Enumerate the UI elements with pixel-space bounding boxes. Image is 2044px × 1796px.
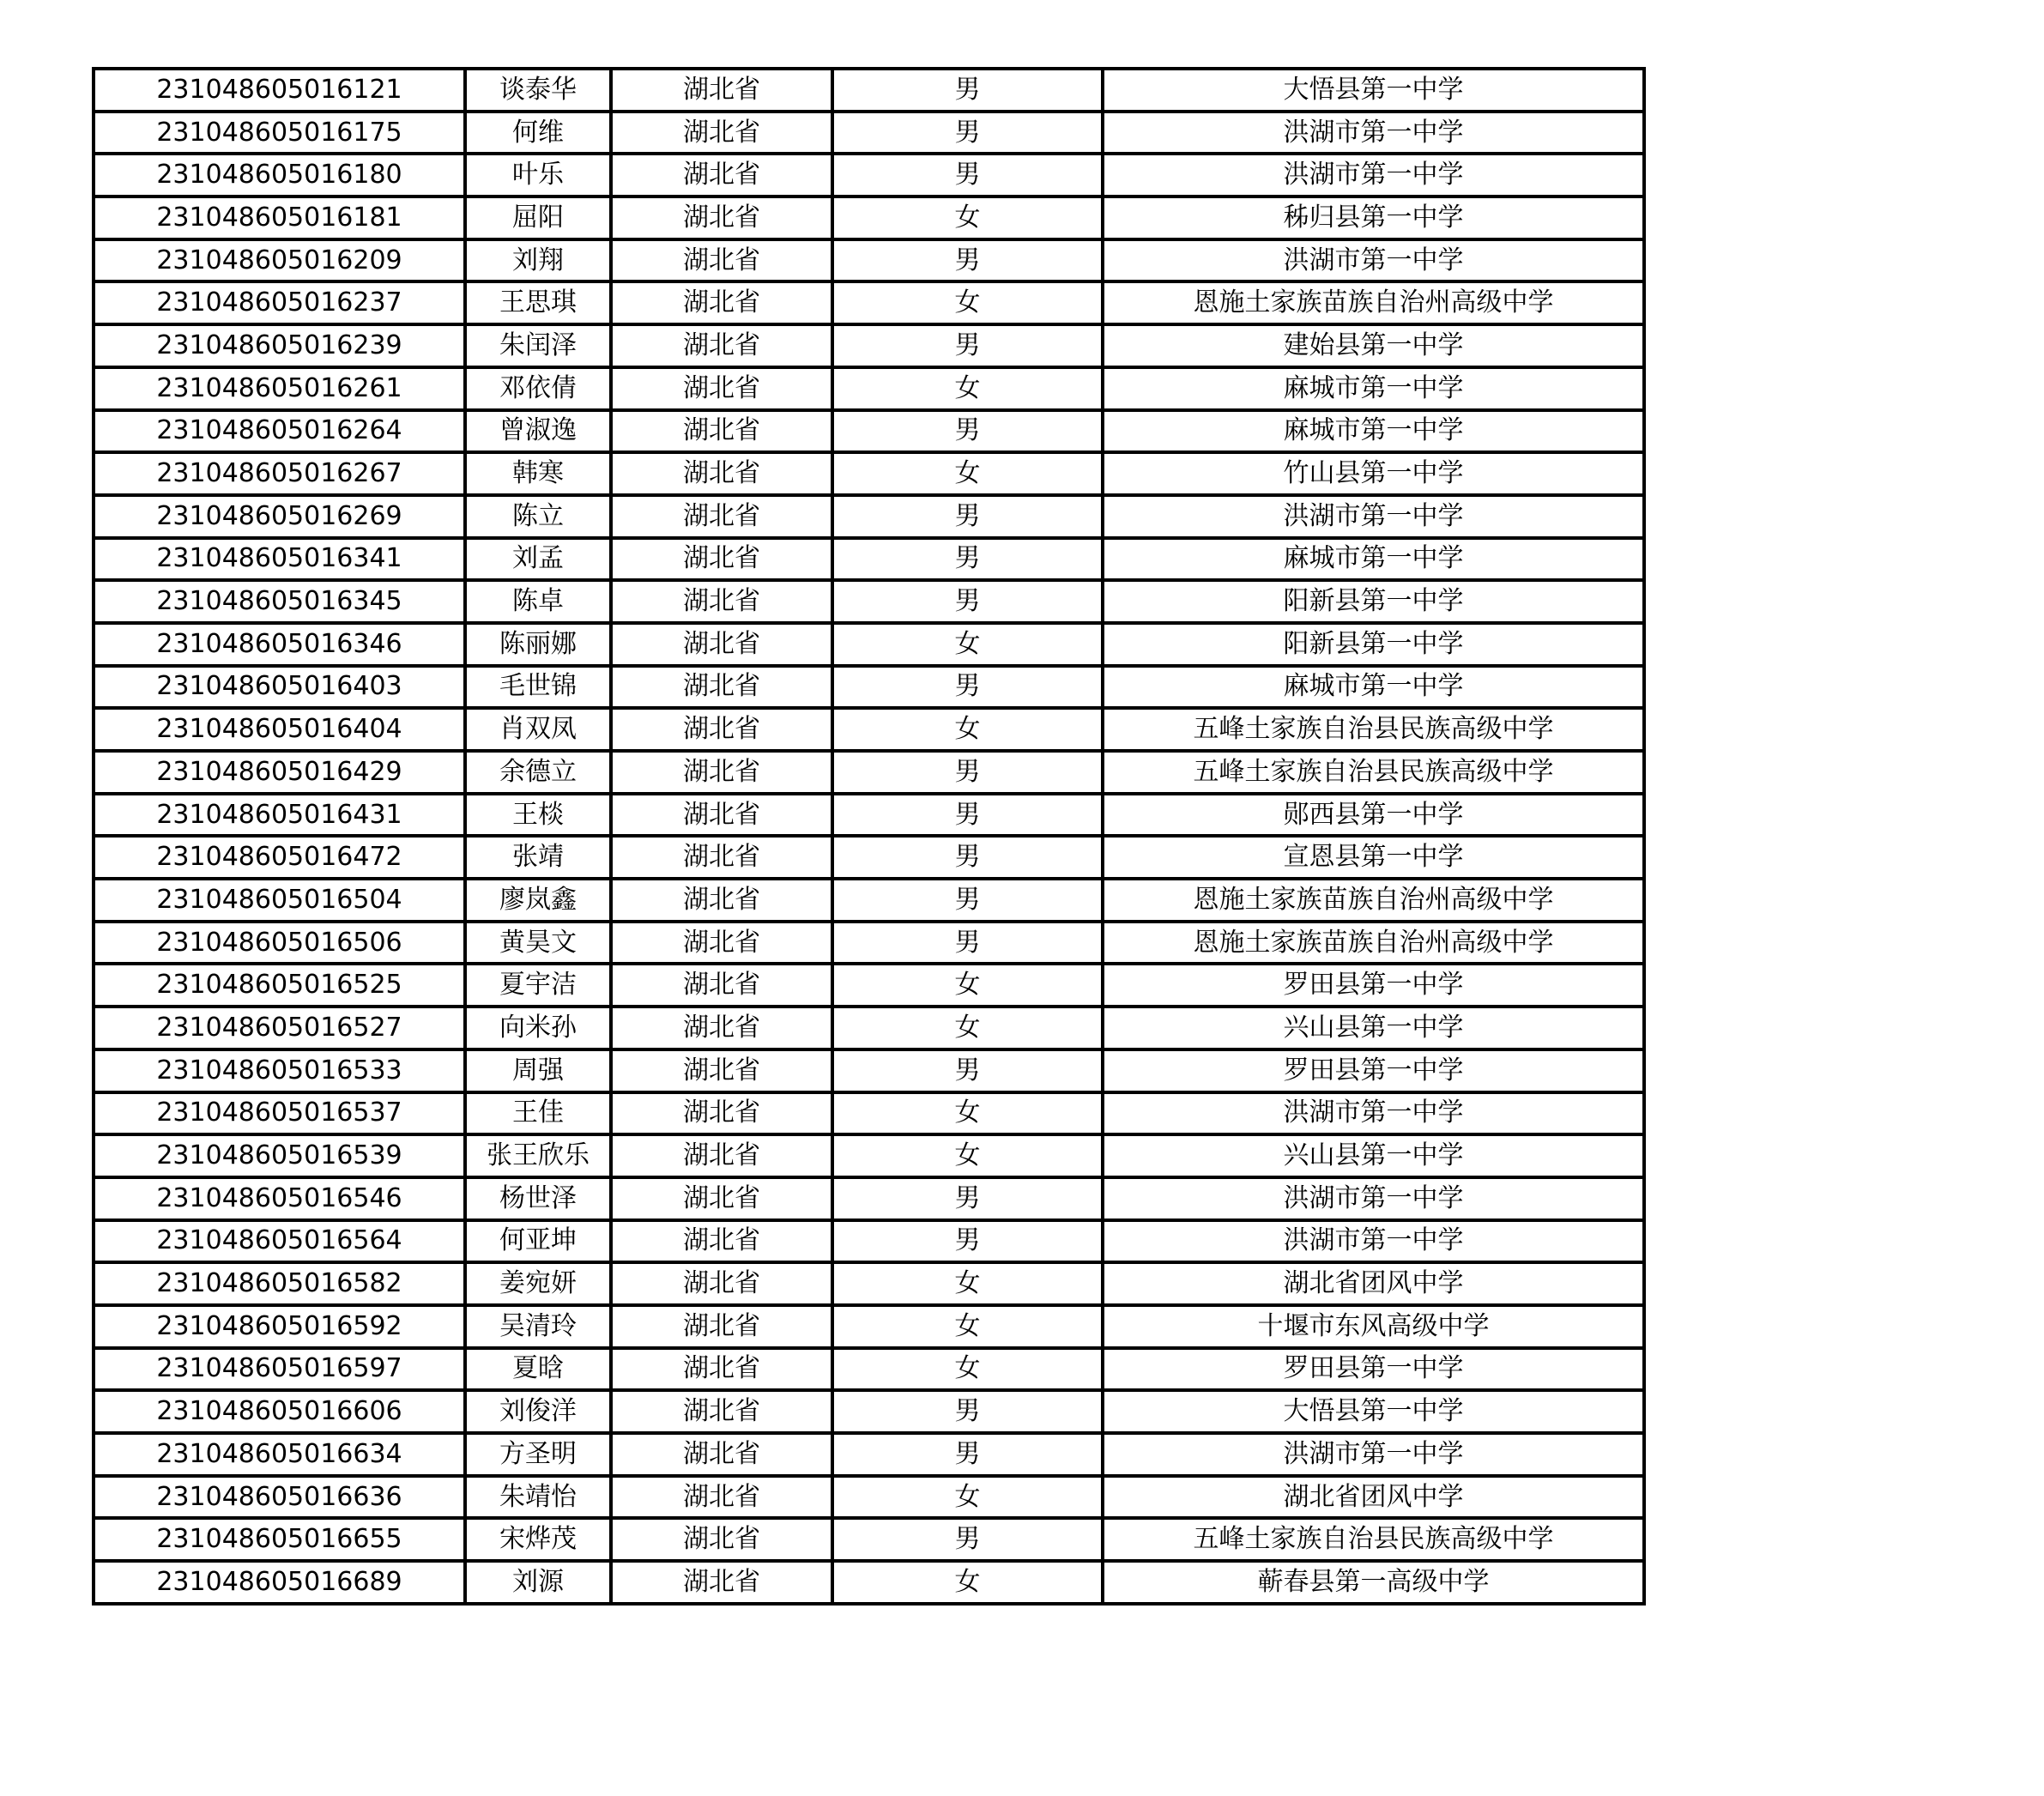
province-cell: 湖北省 xyxy=(611,154,832,197)
province-cell: 湖北省 xyxy=(611,69,832,112)
gender-cell: 男 xyxy=(832,239,1103,282)
student-id-cell: 231048605016546 xyxy=(94,1177,465,1220)
gender-cell: 女 xyxy=(832,281,1103,324)
student-name-cell: 邓依倩 xyxy=(465,367,611,410)
province-cell: 湖北省 xyxy=(611,708,832,751)
table-row xyxy=(94,367,1644,410)
table-row xyxy=(94,1049,1644,1092)
student-id-cell: 231048605016533 xyxy=(94,1049,465,1092)
student-name-cell: 余德立 xyxy=(465,751,611,794)
school-cell: 洪湖市第一中学 xyxy=(1103,239,1644,282)
province-cell: 湖北省 xyxy=(611,538,832,581)
table-row xyxy=(94,1092,1644,1135)
gender-cell: 女 xyxy=(832,1476,1103,1519)
province-cell: 湖北省 xyxy=(611,794,832,837)
school-cell: 洪湖市第一中学 xyxy=(1103,1220,1644,1263)
table-row xyxy=(94,836,1644,879)
table-row xyxy=(94,1177,1644,1220)
province-cell: 湖北省 xyxy=(611,324,832,367)
gender-cell: 男 xyxy=(832,879,1103,922)
student-name-cell: 陈卓 xyxy=(465,580,611,623)
student-name-cell: 吴清玲 xyxy=(465,1305,611,1348)
province-cell: 湖北省 xyxy=(611,1561,832,1604)
student-id-cell: 231048605016592 xyxy=(94,1305,465,1348)
student-id-cell: 231048605016636 xyxy=(94,1476,465,1519)
province-cell: 湖北省 xyxy=(611,751,832,794)
student-name-cell: 刘孟 xyxy=(465,538,611,581)
student-id-cell: 231048605016582 xyxy=(94,1262,465,1305)
gender-cell: 男 xyxy=(832,580,1103,623)
table-row xyxy=(94,324,1644,367)
school-cell: 阳新县第一中学 xyxy=(1103,580,1644,623)
table-row xyxy=(94,452,1644,495)
gender-cell: 男 xyxy=(832,1390,1103,1433)
student-id-cell: 231048605016121 xyxy=(94,69,465,112)
student-id-cell: 231048605016527 xyxy=(94,1007,465,1049)
student-id-cell: 231048605016237 xyxy=(94,281,465,324)
gender-cell: 男 xyxy=(832,112,1103,154)
province-cell: 湖北省 xyxy=(611,922,832,965)
student-name-cell: 何维 xyxy=(465,112,611,154)
school-cell: 麻城市第一中学 xyxy=(1103,367,1644,410)
table-row xyxy=(94,708,1644,751)
student-id-cell: 231048605016431 xyxy=(94,794,465,837)
province-cell: 湖北省 xyxy=(611,1134,832,1177)
student-id-cell: 231048605016504 xyxy=(94,879,465,922)
table-row xyxy=(94,281,1644,324)
school-cell: 恩施土家族苗族自治州高级中学 xyxy=(1103,281,1644,324)
table-row xyxy=(94,580,1644,623)
student-id-cell: 231048605016181 xyxy=(94,197,465,239)
table-row xyxy=(94,112,1644,154)
school-cell: 罗田县第一中学 xyxy=(1103,964,1644,1007)
province-cell: 湖北省 xyxy=(611,1433,832,1476)
gender-cell: 女 xyxy=(832,1007,1103,1049)
table-row xyxy=(94,1348,1644,1391)
student-name-cell: 韩寒 xyxy=(465,452,611,495)
student-id-cell: 231048605016264 xyxy=(94,410,465,453)
gender-cell: 女 xyxy=(832,1262,1103,1305)
school-cell: 洪湖市第一中学 xyxy=(1103,154,1644,197)
student-name-cell: 宋烨茂 xyxy=(465,1518,611,1561)
province-cell: 湖北省 xyxy=(611,879,832,922)
student-id-cell: 231048605016261 xyxy=(94,367,465,410)
school-cell: 宣恩县第一中学 xyxy=(1103,836,1644,879)
student-name-cell: 王棪 xyxy=(465,794,611,837)
student-name-cell: 张王欣乐 xyxy=(465,1134,611,1177)
table-row xyxy=(94,1007,1644,1049)
table-row xyxy=(94,1220,1644,1263)
student-id-cell: 231048605016606 xyxy=(94,1390,465,1433)
province-cell: 湖北省 xyxy=(611,197,832,239)
table-row xyxy=(94,1305,1644,1348)
student-name-cell: 周强 xyxy=(465,1049,611,1092)
gender-cell: 女 xyxy=(832,1305,1103,1348)
student-name-cell: 张靖 xyxy=(465,836,611,879)
gender-cell: 男 xyxy=(832,922,1103,965)
province-cell: 湖北省 xyxy=(611,1220,832,1263)
gender-cell: 男 xyxy=(832,324,1103,367)
province-cell: 湖北省 xyxy=(611,1305,832,1348)
student-roster-table xyxy=(92,67,1646,1606)
province-cell: 湖北省 xyxy=(611,1007,832,1049)
student-name-cell: 刘翔 xyxy=(465,239,611,282)
school-cell: 麻城市第一中学 xyxy=(1103,666,1644,709)
province-cell: 湖北省 xyxy=(611,1262,832,1305)
student-name-cell: 叶乐 xyxy=(465,154,611,197)
school-cell: 罗田县第一中学 xyxy=(1103,1049,1644,1092)
school-cell: 恩施土家族苗族自治州高级中学 xyxy=(1103,922,1644,965)
school-cell: 五峰土家族自治县民族高级中学 xyxy=(1103,751,1644,794)
student-name-cell: 姜宛妍 xyxy=(465,1262,611,1305)
gender-cell: 女 xyxy=(832,1561,1103,1604)
table-row xyxy=(94,197,1644,239)
table-row xyxy=(94,1518,1644,1561)
student-id-cell: 231048605016341 xyxy=(94,538,465,581)
school-cell: 洪湖市第一中学 xyxy=(1103,112,1644,154)
province-cell: 湖北省 xyxy=(611,1476,832,1519)
gender-cell: 男 xyxy=(832,410,1103,453)
school-cell: 大悟县第一中学 xyxy=(1103,69,1644,112)
student-id-cell: 231048605016525 xyxy=(94,964,465,1007)
school-cell: 蕲春县第一高级中学 xyxy=(1103,1561,1644,1604)
table-row xyxy=(94,879,1644,922)
student-name-cell: 向米孙 xyxy=(465,1007,611,1049)
student-name-cell: 夏宇洁 xyxy=(465,964,611,1007)
school-cell: 竹山县第一中学 xyxy=(1103,452,1644,495)
student-name-cell: 曾淑逸 xyxy=(465,410,611,453)
school-cell: 秭归县第一中学 xyxy=(1103,197,1644,239)
table-row xyxy=(94,1390,1644,1433)
table-row xyxy=(94,794,1644,837)
gender-cell: 男 xyxy=(832,1220,1103,1263)
province-cell: 湖北省 xyxy=(611,410,832,453)
student-name-cell: 陈立 xyxy=(465,495,611,538)
gender-cell: 男 xyxy=(832,69,1103,112)
province-cell: 湖北省 xyxy=(611,495,832,538)
gender-cell: 女 xyxy=(832,367,1103,410)
student-name-cell: 王佳 xyxy=(465,1092,611,1135)
gender-cell: 女 xyxy=(832,1092,1103,1135)
province-cell: 湖北省 xyxy=(611,112,832,154)
student-id-cell: 231048605016564 xyxy=(94,1220,465,1263)
student-name-cell: 黄昊文 xyxy=(465,922,611,965)
province-cell: 湖北省 xyxy=(611,666,832,709)
table-row xyxy=(94,666,1644,709)
student-name-cell: 陈丽娜 xyxy=(465,623,611,666)
student-name-cell: 朱靖怡 xyxy=(465,1476,611,1519)
student-id-cell: 231048605016239 xyxy=(94,324,465,367)
province-cell: 湖北省 xyxy=(611,964,832,1007)
school-cell: 十堰市东风高级中学 xyxy=(1103,1305,1644,1348)
school-cell: 五峰土家族自治县民族高级中学 xyxy=(1103,1518,1644,1561)
gender-cell: 男 xyxy=(832,1177,1103,1220)
province-cell: 湖北省 xyxy=(611,1092,832,1135)
province-cell: 湖北省 xyxy=(611,623,832,666)
student-name-cell: 刘源 xyxy=(465,1561,611,1604)
student-name-cell: 毛世锦 xyxy=(465,666,611,709)
gender-cell: 男 xyxy=(832,538,1103,581)
school-cell: 湖北省团风中学 xyxy=(1103,1476,1644,1519)
school-cell: 洪湖市第一中学 xyxy=(1103,495,1644,538)
school-cell: 兴山县第一中学 xyxy=(1103,1007,1644,1049)
province-cell: 湖北省 xyxy=(611,281,832,324)
school-cell: 洪湖市第一中学 xyxy=(1103,1433,1644,1476)
student-id-cell: 231048605016655 xyxy=(94,1518,465,1561)
gender-cell: 女 xyxy=(832,452,1103,495)
gender-cell: 男 xyxy=(832,751,1103,794)
province-cell: 湖北省 xyxy=(611,1348,832,1391)
student-id-cell: 231048605016180 xyxy=(94,154,465,197)
gender-cell: 女 xyxy=(832,1134,1103,1177)
table-row xyxy=(94,623,1644,666)
student-name-cell: 朱闰泽 xyxy=(465,324,611,367)
table-row xyxy=(94,495,1644,538)
student-id-cell: 231048605016269 xyxy=(94,495,465,538)
table-row xyxy=(94,1433,1644,1476)
school-cell: 麻城市第一中学 xyxy=(1103,538,1644,581)
table-row xyxy=(94,239,1644,282)
province-cell: 湖北省 xyxy=(611,452,832,495)
student-name-cell: 何亚坤 xyxy=(465,1220,611,1263)
student-id-cell: 231048605016597 xyxy=(94,1348,465,1391)
table-row xyxy=(94,1134,1644,1177)
student-id-cell: 231048605016404 xyxy=(94,708,465,751)
school-cell: 麻城市第一中学 xyxy=(1103,410,1644,453)
gender-cell: 男 xyxy=(832,666,1103,709)
student-id-cell: 231048605016537 xyxy=(94,1092,465,1135)
gender-cell: 女 xyxy=(832,708,1103,751)
gender-cell: 女 xyxy=(832,1348,1103,1391)
student-id-cell: 231048605016472 xyxy=(94,836,465,879)
school-cell: 郧西县第一中学 xyxy=(1103,794,1644,837)
gender-cell: 男 xyxy=(832,1518,1103,1561)
province-cell: 湖北省 xyxy=(611,239,832,282)
student-id-cell: 231048605016539 xyxy=(94,1134,465,1177)
student-name-cell: 廖岚鑫 xyxy=(465,879,611,922)
school-cell: 恩施土家族苗族自治州高级中学 xyxy=(1103,879,1644,922)
student-id-cell: 231048605016209 xyxy=(94,239,465,282)
student-id-cell: 231048605016403 xyxy=(94,666,465,709)
student-id-cell: 231048605016345 xyxy=(94,580,465,623)
student-id-cell: 231048605016346 xyxy=(94,623,465,666)
student-name-cell: 屈阳 xyxy=(465,197,611,239)
student-id-cell: 231048605016267 xyxy=(94,452,465,495)
school-cell: 罗田县第一中学 xyxy=(1103,1348,1644,1391)
gender-cell: 女 xyxy=(832,197,1103,239)
table-row xyxy=(94,1476,1644,1519)
province-cell: 湖北省 xyxy=(611,1390,832,1433)
school-cell: 湖北省团风中学 xyxy=(1103,1262,1644,1305)
table-row xyxy=(94,964,1644,1007)
school-cell: 五峰土家族自治县民族高级中学 xyxy=(1103,708,1644,751)
gender-cell: 男 xyxy=(832,495,1103,538)
gender-cell: 男 xyxy=(832,794,1103,837)
school-cell: 洪湖市第一中学 xyxy=(1103,1177,1644,1220)
province-cell: 湖北省 xyxy=(611,1518,832,1561)
gender-cell: 男 xyxy=(832,1049,1103,1092)
student-name-cell: 刘俊洋 xyxy=(465,1390,611,1433)
school-cell: 大悟县第一中学 xyxy=(1103,1390,1644,1433)
roster-body xyxy=(94,69,1644,1604)
student-name-cell: 谈泰华 xyxy=(465,69,611,112)
school-cell: 阳新县第一中学 xyxy=(1103,623,1644,666)
student-id-cell: 231048605016175 xyxy=(94,112,465,154)
student-id-cell: 231048605016634 xyxy=(94,1433,465,1476)
student-id-cell: 231048605016689 xyxy=(94,1561,465,1604)
student-name-cell: 方圣明 xyxy=(465,1433,611,1476)
province-cell: 湖北省 xyxy=(611,1049,832,1092)
table-row xyxy=(94,69,1644,112)
student-id-cell: 231048605016429 xyxy=(94,751,465,794)
school-cell: 洪湖市第一中学 xyxy=(1103,1092,1644,1135)
gender-cell: 男 xyxy=(832,836,1103,879)
province-cell: 湖北省 xyxy=(611,367,832,410)
student-name-cell: 夏晗 xyxy=(465,1348,611,1391)
table-row xyxy=(94,751,1644,794)
province-cell: 湖北省 xyxy=(611,580,832,623)
table-row xyxy=(94,410,1644,453)
table-row xyxy=(94,538,1644,581)
gender-cell: 女 xyxy=(832,623,1103,666)
table-row xyxy=(94,1561,1644,1604)
student-name-cell: 肖双凤 xyxy=(465,708,611,751)
province-cell: 湖北省 xyxy=(611,1177,832,1220)
school-cell: 兴山县第一中学 xyxy=(1103,1134,1644,1177)
student-name-cell: 杨世泽 xyxy=(465,1177,611,1220)
school-cell: 建始县第一中学 xyxy=(1103,324,1644,367)
table-row xyxy=(94,154,1644,197)
gender-cell: 女 xyxy=(832,964,1103,1007)
table-row xyxy=(94,922,1644,965)
province-cell: 湖北省 xyxy=(611,836,832,879)
student-name-cell: 王思琪 xyxy=(465,281,611,324)
gender-cell: 男 xyxy=(832,154,1103,197)
gender-cell: 男 xyxy=(832,1433,1103,1476)
table-row xyxy=(94,1262,1644,1305)
student-id-cell: 231048605016506 xyxy=(94,922,465,965)
